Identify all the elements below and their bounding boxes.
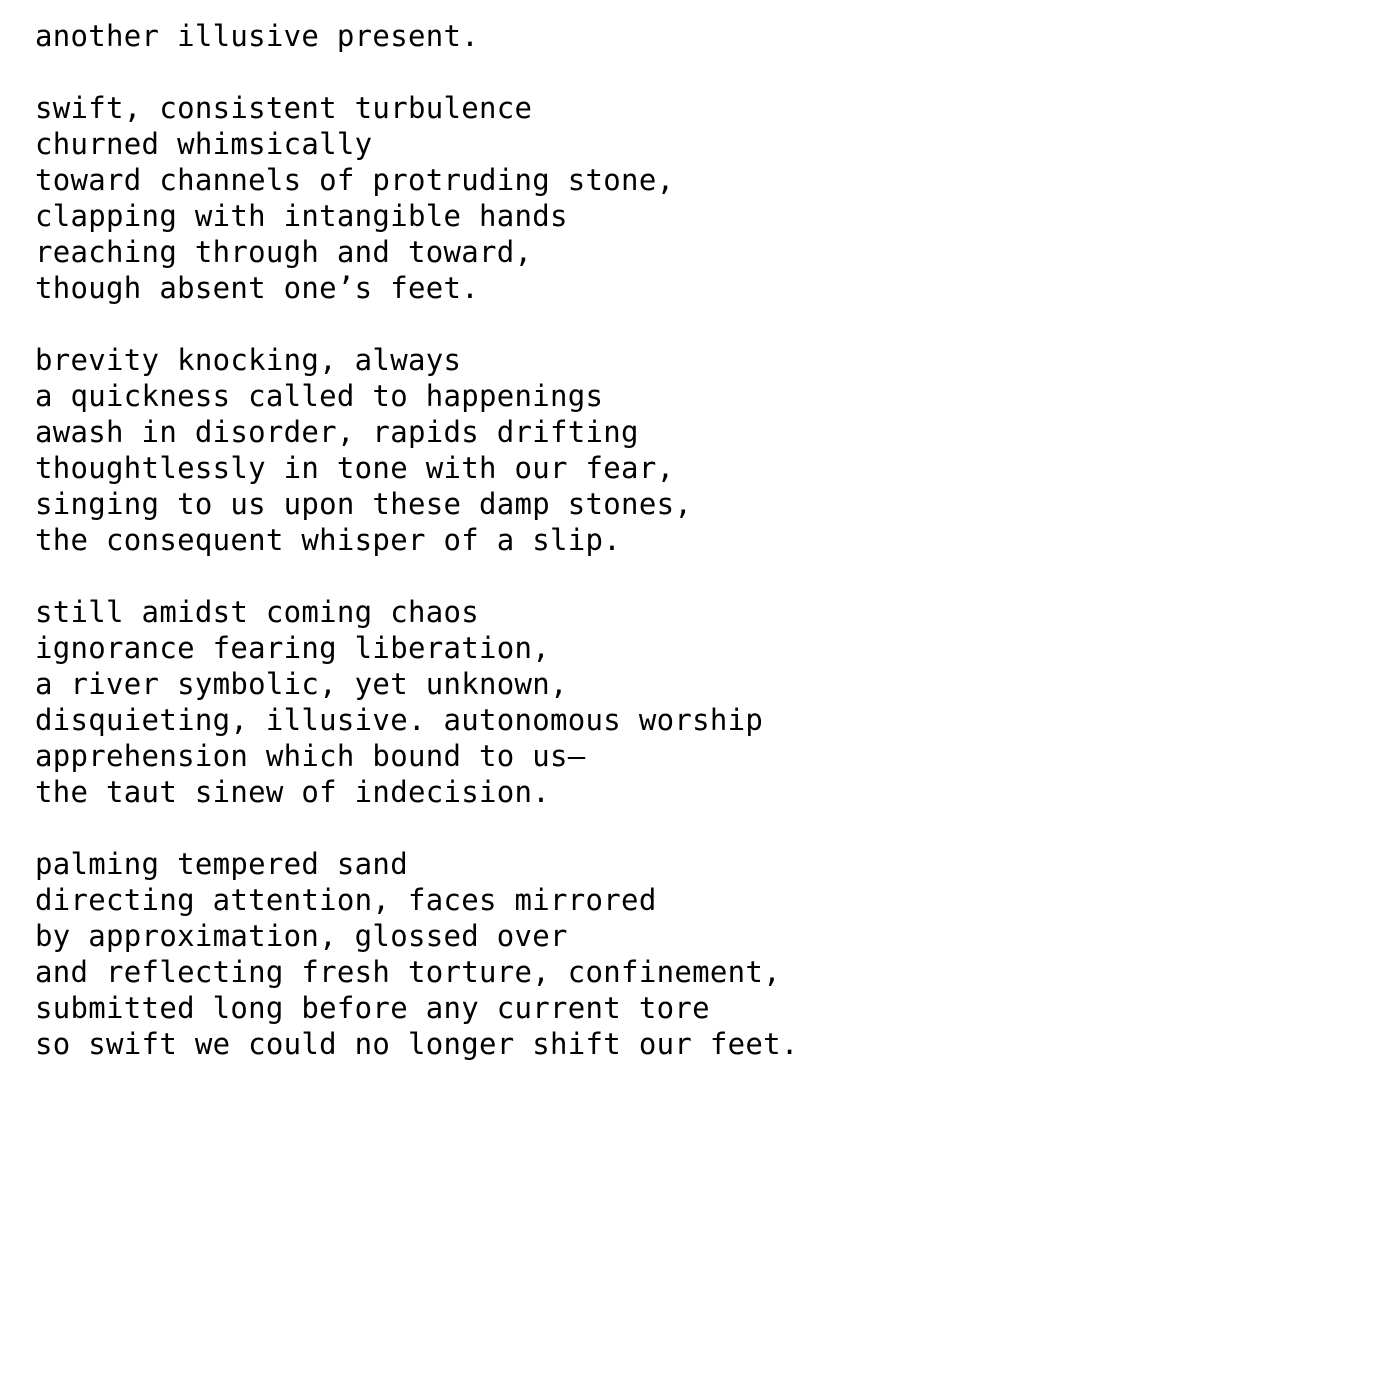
poem-line: singing to us upon these damp stones, [35, 487, 693, 521]
poem-line: a quickness called to happenings [35, 379, 604, 413]
poem-line: clapping with intangible hands [35, 199, 568, 233]
poem-line: and reflecting fresh torture, confinement, [35, 955, 781, 989]
poem-line: ignorance fearing liberation, [35, 631, 551, 665]
stanza-1 [35, 18, 799, 54]
poem-line: awash in disorder, rapids drifting [35, 415, 639, 449]
poem-line: by approximation, glossed over [35, 919, 568, 953]
poem-line: swift, consistent turbulence [35, 91, 533, 125]
stanza-4 [35, 594, 799, 810]
poem-line: submitted long before any current tore [35, 991, 710, 1025]
stanza-2 [35, 90, 799, 306]
poem-line: disquieting, illusive. autonomous worship [35, 703, 764, 737]
poem-line: palming tempered sand [35, 847, 408, 881]
poem-line: reaching through and toward, [35, 235, 533, 269]
poem-line: so swift we could no longer shift our feet. [35, 1027, 799, 1061]
poem-line: toward channels of protruding stone, [35, 163, 675, 197]
poem-line: though absent one’s feet. [35, 271, 479, 305]
poem-line: brevity knocking, always [35, 343, 462, 377]
poem-line: the consequent whisper of a slip. [35, 523, 622, 557]
poem-line: a river symbolic, yet unknown, [35, 667, 568, 701]
poem-line: another illusive present. [35, 19, 479, 53]
poem-line: churned whimsically [35, 127, 373, 161]
stanza-3 [35, 342, 799, 558]
poem-line: still amidst coming chaos [35, 595, 479, 629]
poem-line: thoughtlessly in tone with our fear, [35, 451, 675, 485]
stanza-5 [35, 846, 799, 1062]
poem-line: the taut sinew of indecision. [35, 775, 551, 809]
poem-line: apprehension which bound to us— [35, 739, 586, 773]
poem-line: directing attention, faces mirrored [35, 883, 657, 917]
poem-text [35, 18, 799, 1062]
